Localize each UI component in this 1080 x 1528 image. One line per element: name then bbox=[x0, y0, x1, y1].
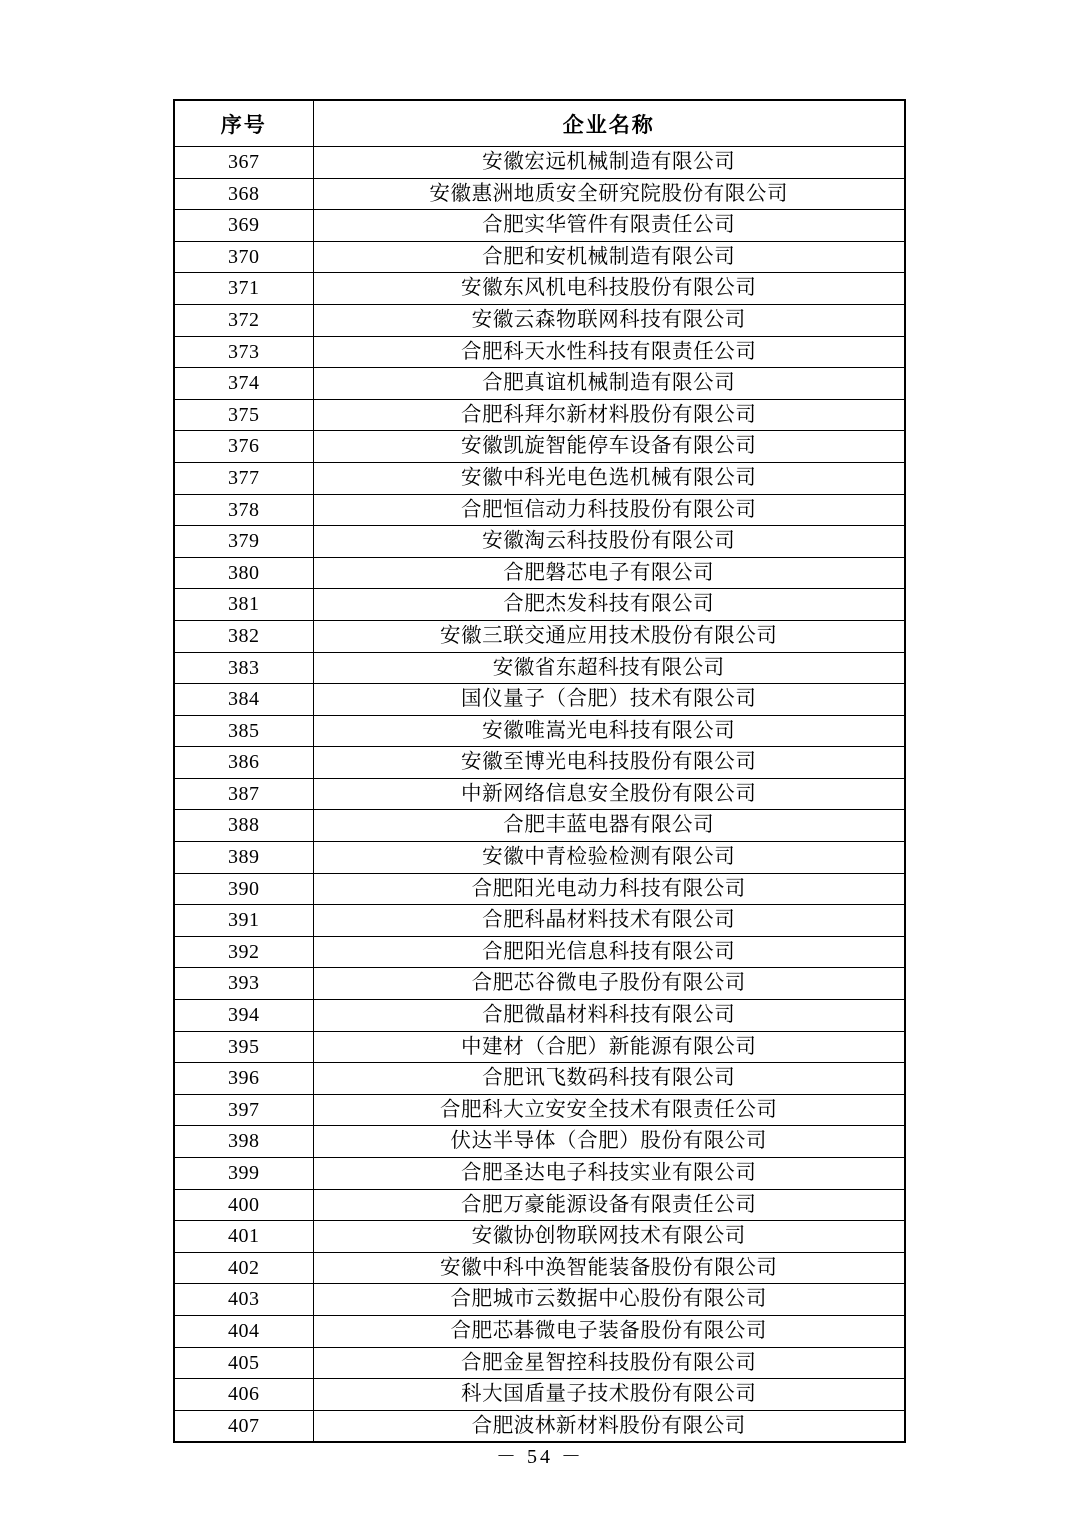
table-row bbox=[174, 526, 905, 558]
cell-sequence: 387 bbox=[174, 778, 313, 810]
table-row bbox=[174, 1221, 905, 1253]
table-row bbox=[174, 968, 905, 1000]
table-row bbox=[174, 1126, 905, 1158]
column-header-enterprise-name: 企业名称 bbox=[313, 100, 905, 147]
cell-sequence: 378 bbox=[174, 494, 313, 526]
table-row bbox=[174, 431, 905, 463]
cell-sequence: 397 bbox=[174, 1094, 313, 1126]
table-row bbox=[174, 273, 905, 305]
cell-enterprise-name: 合肥芯谷微电子股份有限公司 bbox=[313, 968, 905, 1000]
cell-sequence: 394 bbox=[174, 1000, 313, 1032]
cell-sequence: 388 bbox=[174, 810, 313, 842]
cell-sequence: 380 bbox=[174, 557, 313, 589]
cell-sequence: 384 bbox=[174, 684, 313, 716]
table-row bbox=[174, 210, 905, 242]
cell-enterprise-name: 安徽三联交通应用技术股份有限公司 bbox=[313, 620, 905, 652]
table-row bbox=[174, 178, 905, 210]
cell-sequence: 368 bbox=[174, 178, 313, 210]
cell-enterprise-name: 安徽至博光电科技股份有限公司 bbox=[313, 747, 905, 779]
cell-enterprise-name: 合肥科晶材料技术有限公司 bbox=[313, 905, 905, 937]
table-row bbox=[174, 652, 905, 684]
cell-sequence: 367 bbox=[174, 147, 313, 179]
cell-enterprise-name: 安徽中青检验检测有限公司 bbox=[313, 842, 905, 874]
cell-sequence: 381 bbox=[174, 589, 313, 621]
cell-enterprise-name: 安徽淘云科技股份有限公司 bbox=[313, 526, 905, 558]
table-row bbox=[174, 873, 905, 905]
cell-sequence: 399 bbox=[174, 1158, 313, 1190]
cell-sequence: 393 bbox=[174, 968, 313, 1000]
cell-enterprise-name: 安徽宏远机械制造有限公司 bbox=[313, 147, 905, 179]
cell-enterprise-name: 国仪量子（合肥）技术有限公司 bbox=[313, 684, 905, 716]
table-row bbox=[174, 905, 905, 937]
cell-sequence: 406 bbox=[174, 1379, 313, 1411]
cell-enterprise-name: 中建材（合肥）新能源有限公司 bbox=[313, 1031, 905, 1063]
table-row bbox=[174, 304, 905, 336]
table-header-row bbox=[174, 100, 905, 147]
cell-enterprise-name: 合肥磐芯电子有限公司 bbox=[313, 557, 905, 589]
cell-enterprise-name: 伏达半导体（合肥）股份有限公司 bbox=[313, 1126, 905, 1158]
table-row bbox=[174, 715, 905, 747]
cell-sequence: 371 bbox=[174, 273, 313, 305]
table-row bbox=[174, 778, 905, 810]
table-row bbox=[174, 462, 905, 494]
table-row bbox=[174, 936, 905, 968]
cell-enterprise-name: 安徽凯旋智能停车设备有限公司 bbox=[313, 431, 905, 463]
cell-enterprise-name: 合肥波林新材料股份有限公司 bbox=[313, 1410, 905, 1442]
cell-sequence: 396 bbox=[174, 1063, 313, 1095]
cell-enterprise-name: 安徽东风机电科技股份有限公司 bbox=[313, 273, 905, 305]
cell-enterprise-name: 合肥和安机械制造有限公司 bbox=[313, 241, 905, 273]
cell-enterprise-name: 合肥杰发科技有限公司 bbox=[313, 589, 905, 621]
cell-enterprise-name: 合肥圣达电子科技实业有限公司 bbox=[313, 1158, 905, 1190]
table-row bbox=[174, 1284, 905, 1316]
cell-enterprise-name: 中新网络信息安全股份有限公司 bbox=[313, 778, 905, 810]
cell-enterprise-name: 安徽唯嵩光电科技有限公司 bbox=[313, 715, 905, 747]
table-header bbox=[174, 100, 905, 147]
cell-sequence: 405 bbox=[174, 1347, 313, 1379]
cell-enterprise-name: 合肥微晶材料科技有限公司 bbox=[313, 1000, 905, 1032]
cell-sequence: 375 bbox=[174, 399, 313, 431]
cell-enterprise-name: 合肥丰蓝电器有限公司 bbox=[313, 810, 905, 842]
cell-enterprise-name: 安徽中科中涣智能装备股份有限公司 bbox=[313, 1252, 905, 1284]
cell-enterprise-name: 安徽云森物联网科技有限公司 bbox=[313, 304, 905, 336]
cell-sequence: 373 bbox=[174, 336, 313, 368]
cell-enterprise-name: 合肥实华管件有限责任公司 bbox=[313, 210, 905, 242]
cell-sequence: 390 bbox=[174, 873, 313, 905]
cell-enterprise-name: 合肥阳光电动力科技有限公司 bbox=[313, 873, 905, 905]
table-row bbox=[174, 147, 905, 179]
cell-sequence: 369 bbox=[174, 210, 313, 242]
table-row bbox=[174, 336, 905, 368]
cell-sequence: 377 bbox=[174, 462, 313, 494]
cell-sequence: 389 bbox=[174, 842, 313, 874]
cell-enterprise-name: 合肥阳光信息科技有限公司 bbox=[313, 936, 905, 968]
table-row bbox=[174, 1063, 905, 1095]
table-row bbox=[174, 1189, 905, 1221]
cell-sequence: 383 bbox=[174, 652, 313, 684]
cell-sequence: 402 bbox=[174, 1252, 313, 1284]
table-row bbox=[174, 589, 905, 621]
table-row bbox=[174, 1410, 905, 1442]
page-number-footer: － 54 － bbox=[496, 1446, 584, 1468]
table-row bbox=[174, 1252, 905, 1284]
table-row bbox=[174, 684, 905, 716]
cell-sequence: 372 bbox=[174, 304, 313, 336]
table-body bbox=[174, 147, 905, 1443]
enterprise-list-table bbox=[173, 99, 906, 1443]
column-header-sequence: 序号 bbox=[174, 100, 313, 147]
cell-sequence: 398 bbox=[174, 1126, 313, 1158]
cell-enterprise-name: 合肥芯碁微电子装备股份有限公司 bbox=[313, 1315, 905, 1347]
cell-enterprise-name: 安徽惠洲地质安全研究院股份有限公司 bbox=[313, 178, 905, 210]
cell-sequence: 400 bbox=[174, 1189, 313, 1221]
table-row bbox=[174, 842, 905, 874]
cell-enterprise-name: 合肥金星智控科技股份有限公司 bbox=[313, 1347, 905, 1379]
cell-sequence: 404 bbox=[174, 1315, 313, 1347]
cell-sequence: 395 bbox=[174, 1031, 313, 1063]
table-row bbox=[174, 1031, 905, 1063]
cell-enterprise-name: 安徽协创物联网技术有限公司 bbox=[313, 1221, 905, 1253]
cell-enterprise-name: 合肥城市云数据中心股份有限公司 bbox=[313, 1284, 905, 1316]
table-row bbox=[174, 557, 905, 589]
cell-enterprise-name: 合肥科大立安安全技术有限责任公司 bbox=[313, 1094, 905, 1126]
table-row bbox=[174, 1094, 905, 1126]
cell-sequence: 401 bbox=[174, 1221, 313, 1253]
cell-sequence: 379 bbox=[174, 526, 313, 558]
cell-enterprise-name: 安徽中科光电色选机械有限公司 bbox=[313, 462, 905, 494]
table-row bbox=[174, 494, 905, 526]
cell-sequence: 385 bbox=[174, 715, 313, 747]
cell-sequence: 392 bbox=[174, 936, 313, 968]
cell-enterprise-name: 科大国盾量子技术股份有限公司 bbox=[313, 1379, 905, 1411]
table-row bbox=[174, 399, 905, 431]
table-row bbox=[174, 1347, 905, 1379]
table-row bbox=[174, 241, 905, 273]
cell-enterprise-name: 合肥讯飞数码科技有限公司 bbox=[313, 1063, 905, 1095]
table-row bbox=[174, 1000, 905, 1032]
table-row bbox=[174, 747, 905, 779]
cell-enterprise-name: 合肥恒信动力科技股份有限公司 bbox=[313, 494, 905, 526]
table-row bbox=[174, 368, 905, 400]
cell-sequence: 386 bbox=[174, 747, 313, 779]
table-row bbox=[174, 620, 905, 652]
cell-enterprise-name: 合肥科天水性科技有限责任公司 bbox=[313, 336, 905, 368]
cell-sequence: 376 bbox=[174, 431, 313, 463]
table-row bbox=[174, 1315, 905, 1347]
cell-enterprise-name: 合肥科拜尔新材料股份有限公司 bbox=[313, 399, 905, 431]
cell-sequence: 370 bbox=[174, 241, 313, 273]
cell-sequence: 403 bbox=[174, 1284, 313, 1316]
cell-sequence: 374 bbox=[174, 368, 313, 400]
table-row bbox=[174, 1379, 905, 1411]
cell-enterprise-name: 合肥万豪能源设备有限责任公司 bbox=[313, 1189, 905, 1221]
table-row bbox=[174, 1158, 905, 1190]
cell-sequence: 391 bbox=[174, 905, 313, 937]
cell-sequence: 382 bbox=[174, 620, 313, 652]
cell-enterprise-name: 安徽省东超科技有限公司 bbox=[313, 652, 905, 684]
cell-sequence: 407 bbox=[174, 1410, 313, 1442]
cell-enterprise-name: 合肥真谊机械制造有限公司 bbox=[313, 368, 905, 400]
table-row bbox=[174, 810, 905, 842]
enterprise-list-table-container bbox=[173, 99, 904, 1443]
